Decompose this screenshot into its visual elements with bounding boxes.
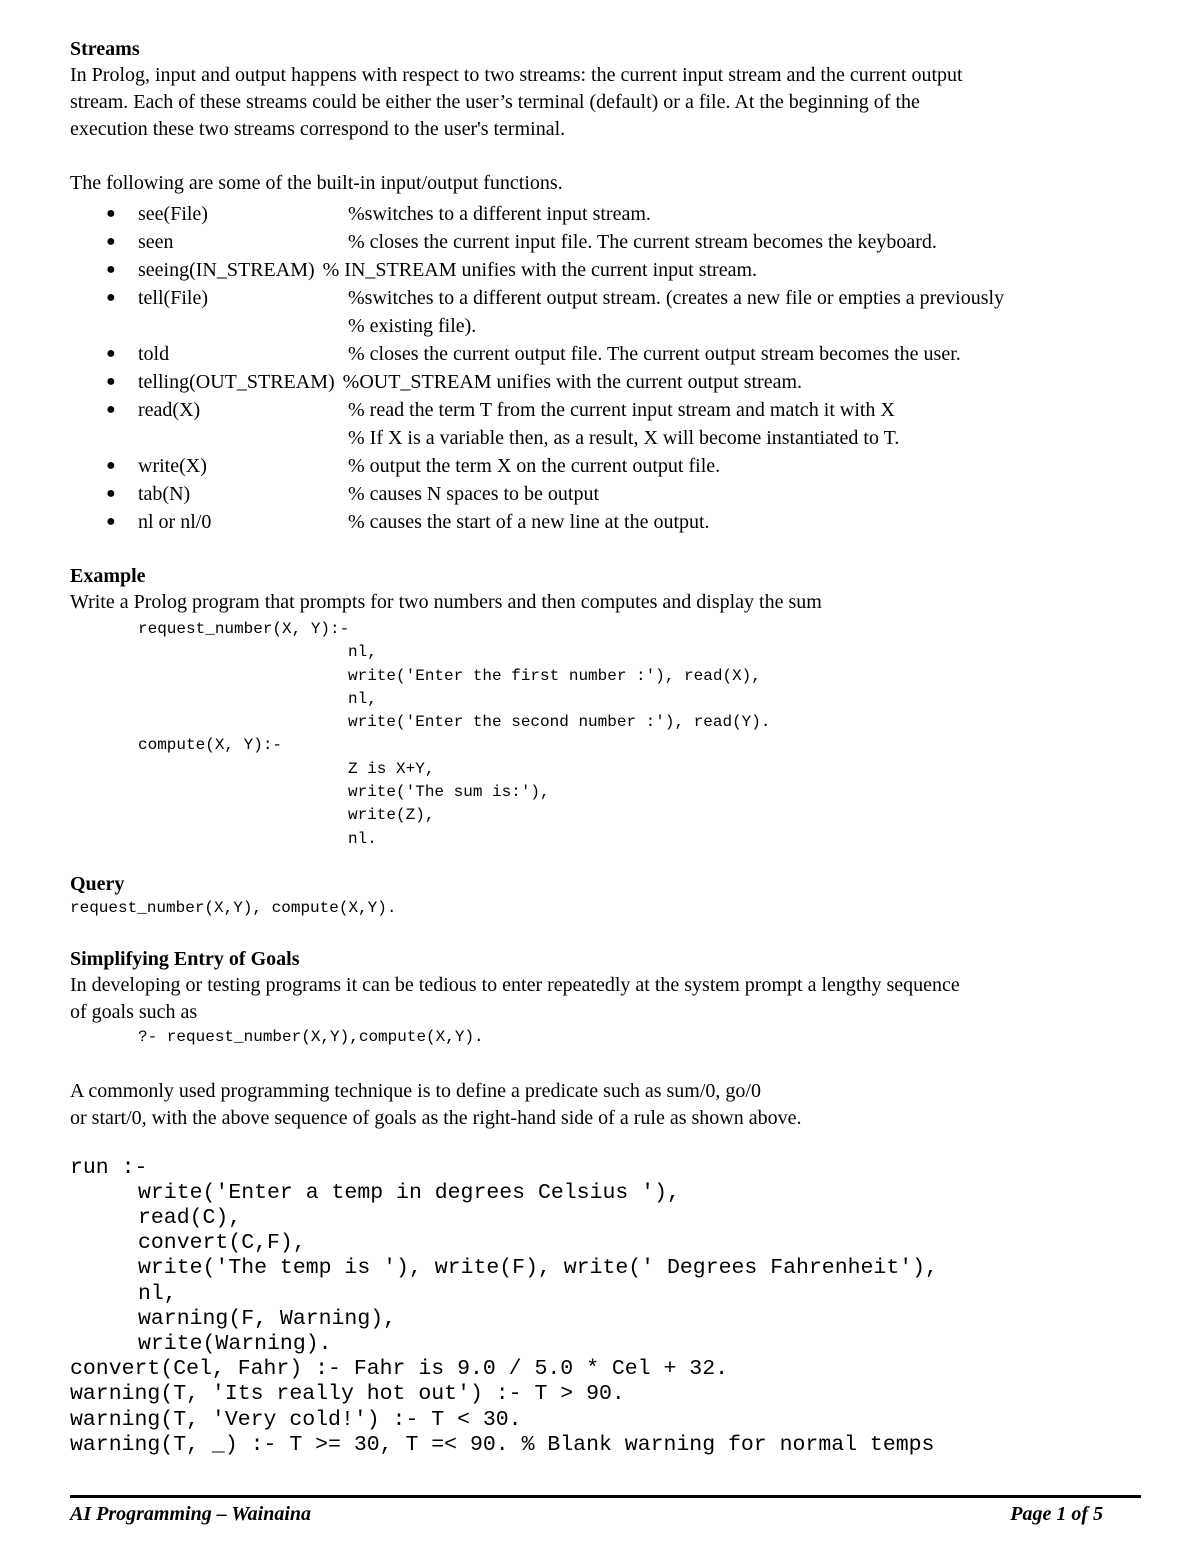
builtin-desc: %switches to a different output stream. (creates a new file or empties a previously <box>348 287 1005 309</box>
list-item <box>70 256 1140 284</box>
code-line: warning(T, 'Its really hot out') :- T > 90. <box>70 1382 625 1407</box>
code-line: request_number(X, Y):- <box>138 620 350 638</box>
builtin-desc: % causes the start of a new line at the output. <box>348 511 710 533</box>
builtin-desc: %switches to a different input stream. <box>348 203 651 225</box>
builtin-desc: % IN_STREAM unifies with the current input stream. <box>322 259 758 281</box>
list-item <box>70 340 1140 368</box>
page-number: Page 1 of 5 <box>1010 1503 1103 1525</box>
builtin-name: tell(File) <box>138 287 208 309</box>
code-line: write('Enter a temp in degrees Celsius '), <box>138 1180 680 1205</box>
code-line: convert(Cel, Fahr) :- Fahr is 9.0 / 5.0 * Cel + 32. <box>70 1357 729 1382</box>
builtin-desc: % closes the current output file. The current output stream becomes the user. <box>348 343 961 365</box>
simplifying-line: of goals such as <box>70 1001 198 1024</box>
section-example <box>70 563 1140 851</box>
code-line: write('The sum is:'), <box>348 783 550 802</box>
technique-line: or start/0, with the above sequence of goals as the right-hand side of a rule as shown above. <box>70 1106 802 1129</box>
bullet-icon: ● <box>106 485 116 502</box>
footer-title: AI Programming – Wainaina <box>70 1503 311 1525</box>
simplifying-heading: Simplifying Entry of Goals <box>70 948 300 971</box>
code-line: Z is X+Y, <box>348 759 435 778</box>
streams-heading: Streams <box>70 38 140 60</box>
code-line: write('Enter the second number :'), read(Y). <box>348 713 771 732</box>
code-line: nl, <box>348 689 377 708</box>
document-page <box>70 34 1140 1458</box>
code-line: nl. <box>348 829 377 848</box>
bullet-icon: ● <box>106 401 116 418</box>
builtin-desc: % output the term X on the current output file. <box>348 455 721 477</box>
prompt-code <box>70 1026 1140 1049</box>
code-line: convert(C,F), <box>138 1231 306 1256</box>
code-line: nl, <box>138 1281 177 1306</box>
run-program-code <box>70 1156 1140 1458</box>
code-line: ?- request_number(X,Y),compute(X,Y). <box>138 1028 484 1047</box>
query-heading: Query <box>70 872 125 895</box>
simplifying-line: In developing or testing programs it can be tedious to enter repeatedly at the system prompt a lengthy sequence <box>70 974 960 997</box>
list-item <box>70 228 1140 256</box>
builtins-list <box>70 200 1140 536</box>
bullet-icon: ● <box>106 261 116 278</box>
query-code: request_number(X,Y), compute(X,Y). <box>70 898 397 917</box>
section-streams <box>70 36 1140 536</box>
example-text: Write a Prolog program that prompts for two numbers and then computes and display the sum <box>70 591 822 613</box>
code-line: write(Warning). <box>138 1331 332 1356</box>
builtin-desc: % read the term T from the current input stream and match it with X <box>348 399 895 421</box>
code-line: compute(X, Y):- <box>138 736 283 755</box>
builtin-name: nl or nl/0 <box>138 511 212 533</box>
list-item <box>70 508 1140 536</box>
technique-line: A commonly used programming technique is to define a predicate such as sum/0, go/0 <box>70 1079 761 1102</box>
builtin-name: write(X) <box>138 455 207 477</box>
builtin-name: read(X) <box>138 399 201 421</box>
code-line: warning(F, Warning), <box>138 1306 397 1331</box>
builtin-desc: % causes N spaces to be output <box>348 483 600 505</box>
example-heading: Example <box>70 565 146 587</box>
streams-intro-line: stream. Each of these streams could be either the user’s terminal (default) or a file. At the beginning of the <box>70 91 920 113</box>
list-item <box>70 284 1140 340</box>
builtin-desc: % existing file). <box>348 315 477 337</box>
bullet-icon: ● <box>106 345 116 362</box>
code-line: write('Enter the first number :'), read(X), <box>348 666 761 685</box>
bullet-icon: ● <box>106 373 116 390</box>
builtin-name: seen <box>138 231 174 253</box>
builtins-intro: The following are some of the built-in input/output functions. <box>70 172 563 194</box>
code-line: read(C), <box>138 1205 242 1230</box>
builtin-name: telling(OUT_STREAM) <box>138 371 335 393</box>
streams-intro-line: execution these two streams correspond to the user's terminal. <box>70 118 566 140</box>
list-item <box>70 368 1140 396</box>
builtin-desc: % If X is a variable then, as a result, X will become instantiated to T. <box>348 427 900 449</box>
code-line: nl, <box>348 643 377 662</box>
builtin-name: seeing(IN_STREAM) <box>138 259 315 281</box>
code-line: write('The temp is '), write(F), write(' Degrees Fahrenheit'), <box>138 1256 938 1281</box>
footer-divider <box>70 1495 1141 1498</box>
list-item <box>70 480 1140 508</box>
list-item <box>70 200 1140 228</box>
bullet-icon: ● <box>106 457 116 474</box>
code-line: warning(T, 'Very cold!') :- T < 30. <box>70 1407 522 1432</box>
bullet-icon: ● <box>106 289 116 306</box>
bullet-icon: ● <box>106 205 116 222</box>
bullet-icon: ● <box>106 513 116 530</box>
builtin-name: told <box>138 343 170 365</box>
list-item <box>70 396 1140 452</box>
list-item <box>70 452 1140 480</box>
bullet-icon: ● <box>106 233 116 250</box>
builtin-desc: % closes the current input file. The current stream becomes the keyboard. <box>348 231 937 253</box>
code-line: run :- <box>70 1155 148 1180</box>
example-code-block <box>70 618 1140 851</box>
section-query <box>70 871 1140 920</box>
builtin-name: see(File) <box>138 203 208 225</box>
code-line: write(Z), <box>348 806 435 825</box>
streams-intro-line: In Prolog, input and output happens with respect to two streams: the current input stream and the current output <box>70 64 963 86</box>
builtin-desc: %OUT_STREAM unifies with the current output stream. <box>342 371 803 393</box>
section-simplifying <box>70 946 1140 1131</box>
code-line: warning(T, _) :- T >= 30, T =< 90. % Blank warning for normal temps <box>70 1432 935 1457</box>
builtin-name: tab(N) <box>138 483 191 505</box>
